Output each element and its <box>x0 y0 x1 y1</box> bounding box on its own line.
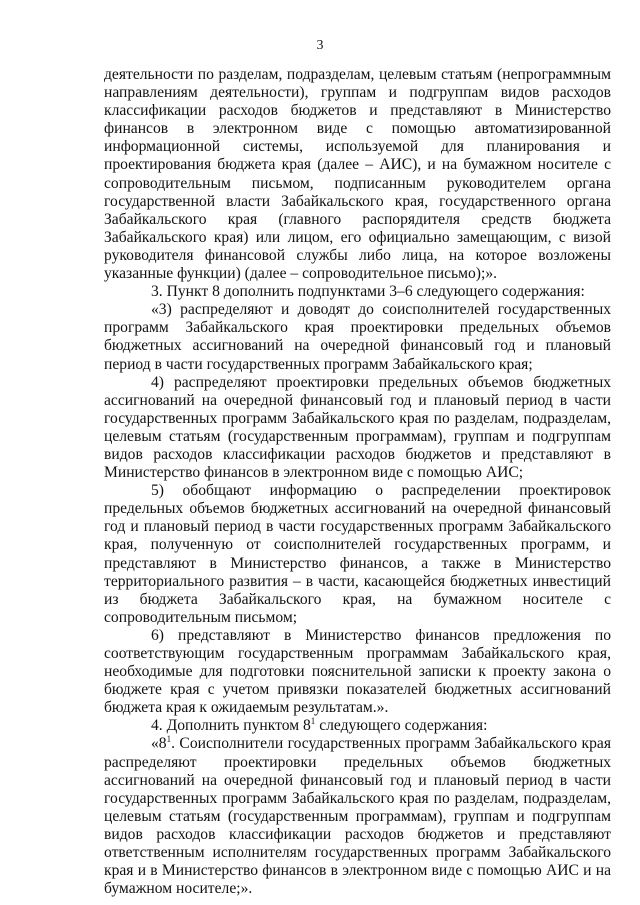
page-number: 3 <box>316 38 324 53</box>
document-body <box>104 66 611 898</box>
paragraph-subitem-3: «3) распределяют и доводят до соисполнителей государственных программ Забайкальского края проектировки предельных объемов бюджетных ассигнований на очередной финансовый год и плановый период в части государственных программ Забайкальского края; <box>104 301 611 373</box>
point-8-1-text-after: . Соисполнители государственных программ Забайкальского края распределяют проектировки предельных объемов бюджетных ассигнований на очередной финансовый год и плановый период в части государственных программ Забайкальского края по разделам, подразделам, целевым статьям (государственным программам), группам и подгруппам видов расходов классификации расходов бюджетов и представляют ответственным исполнителям государственных программ Забайкальского края и в Министерство финансов в электронном виде с помощью АИС и на бумажном носителе;». <box>104 735 611 898</box>
item-4-text-after: следующего содержания: <box>315 717 488 735</box>
item-4-text-before: 4. Дополнить пунктом 8 <box>151 717 311 735</box>
paragraph-item-4 <box>104 717 611 735</box>
paragraph-point-8-1 <box>104 735 611 898</box>
paragraph-subitem-4: 4) распределяют проектировки предельных объемов бюджетных ассигнований на очередной финансовый год и плановый период в части государственных программ Забайкальского края по разделам, подразделам, целевым статьям (государственным программам), группам и подгруппам видов расходов классификации расходов бюджетов и представляют в Министерство финансов в электронном виде с помощью АИС; <box>104 373 611 482</box>
paragraph-item-3: 3. Пункт 8 дополнить подпунктами 3–6 следующего содержания: <box>151 283 585 301</box>
paragraph-subitem-5: 5) обобщают информацию о распределении проектировок предельных объемов бюджетных ассигнований на очередной финансовый год и плановый период в части государственных программ Забайкальского края, полученную от соисполнителей государственных программ, и представляют в Министерство финансов, а также в Министерство территориального развития – в части, касающейся бюджетных инвестиций из бюджета Забайкальского края, на бумажном носителе с сопроводительным письмом; <box>104 482 611 626</box>
point-8-1-superscript: 1 <box>166 734 172 745</box>
paragraph-continuation: деятельности по разделам, подразделам, целевым статьям (непрограммным направлениям деятельности), группам и подгруппам видов расходов классификации расходов бюджетов и представляют в Министерство финансов в электронном виде с помощью автоматизированной информационной системы, используемой для планирования и проектирования бюджета края (далее – АИС), и на бумажном носителе с сопроводительным письмом, подписанным руководителем органа государственной власти Забайкальского края, государственного органа Забайкальского края (главного распорядителя средств бюджета Забайкальского края) или лицом, его официально замещающим, с визой руководителя финансовой службы либо лица, на которое возложены указанные функции) (далее – сопроводительное письмо);». <box>104 66 611 283</box>
item-4-superscript: 1 <box>310 716 316 727</box>
point-8-1-text-before: «8 <box>151 735 167 753</box>
paragraph-subitem-6: 6) представляют в Министерство финансов предложения по соответствующим государственным программам Забайкальского края, необходимые для подготовки пояснительной записки к проекту закона о бюджете края с учетом привязки показателей бюджетных ассигнований бюджета края к ожидаемым результатам.». <box>104 626 611 717</box>
